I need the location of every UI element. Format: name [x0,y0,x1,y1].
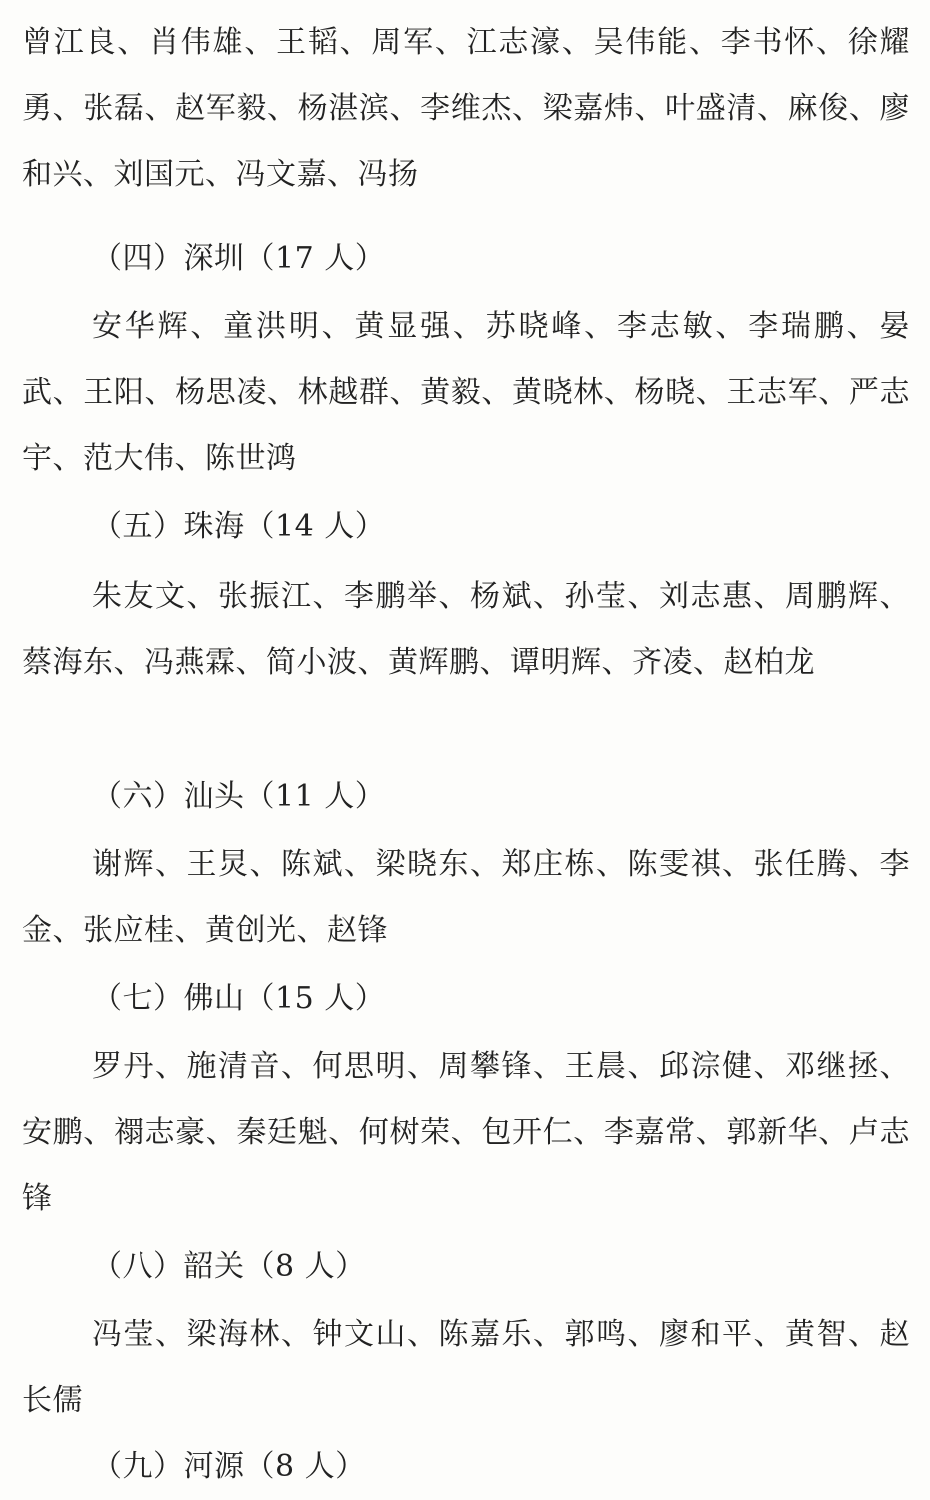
names-list-zhuhai: 朱友文、张振江、李鹏举、杨斌、孙莹、刘志惠、周鹏辉、蔡海东、冯燕霖、简小波、黄辉鹏、谭明辉、齐凌、赵柏龙 [22,579,910,680]
names-list-shaoguan: 冯莹、梁海林、钟文山、陈嘉乐、郭鸣、廖和平、黄智、赵长儒 [22,1317,910,1418]
names-continued-list: 曾江良、肖伟雄、王韬、周军、江志濠、吴伟能、李书怀、徐耀勇、张磊、赵军毅、杨湛滨、李维杰、梁嘉炜、叶盛清、麻俊、廖和兴、刘国元、冯文嘉、冯扬 [22,25,910,192]
names-list-foshan: 罗丹、施清音、何思明、周攀锋、王晨、邱淙健、邓继拯、安鹏、禤志豪、秦廷魁、何树荣、包开仁、李嘉常、郭新华、卢志锋 [22,1049,910,1216]
section-heading-shenzhen: （四）深圳（17 人） [92,241,386,276]
section-heading-foshan: （七）佛山（15 人） [92,981,386,1016]
section-heading-zhuhai: （五）珠海（14 人） [92,509,386,544]
section-heading-heyuan: （九）河源（8 人） [92,1449,366,1484]
section-heading-shaoguan: （八）韶关（8 人） [92,1249,366,1284]
section-heading-shantou: （六）汕头（11 人） [92,779,386,814]
names-list-shantou: 谢辉、王炅、陈斌、梁晓东、郑庄栋、陈雯祺、张任腾、李金、张应桂、黄创光、赵锋 [22,847,910,948]
names-list-shenzhen: 安华辉、童洪明、黄显强、苏晓峰、李志敏、李瑞鹏、晏武、王阳、杨思凌、林越群、黄毅、黄晓林、杨晓、王志军、严志宇、范大伟、陈世鸿 [22,309,910,476]
